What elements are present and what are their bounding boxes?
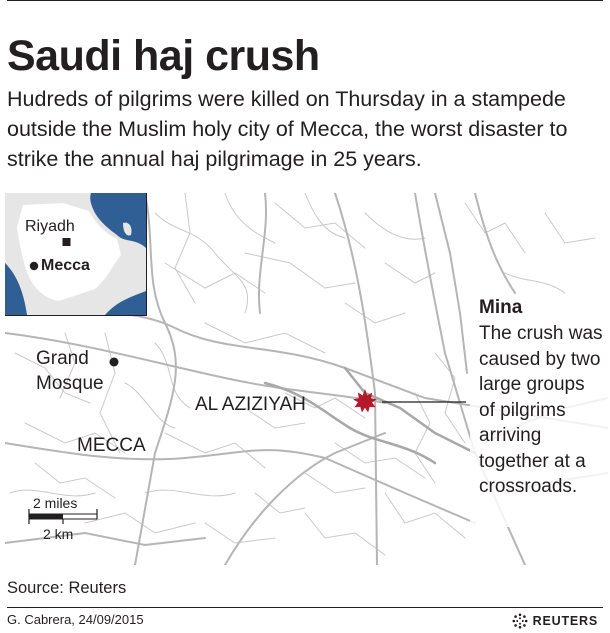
inset-riyadh-label: Riyadh bbox=[25, 218, 75, 235]
page-subtitle: Hudreds of pilgrims were killed on Thursday in a stampede outside the Muslim holy city of Mecca, the worst disaster to strike the annual haj pilgrimage in 25 years. bbox=[7, 87, 568, 171]
grand-mosque-dot-icon bbox=[110, 358, 119, 367]
reuters-dots-icon bbox=[512, 613, 528, 629]
annotation-text: The crush was caused by two large groups of pilgrims arriving together at a crossroads. bbox=[479, 323, 603, 497]
credit-line: G. Cabrera, 24/09/2015 bbox=[7, 612, 144, 627]
page-title: Saudi haj crush bbox=[7, 32, 320, 80]
bottom-rule bbox=[7, 607, 603, 608]
annotation-title: Mina bbox=[479, 297, 523, 318]
map-area bbox=[5, 193, 608, 565]
al-aziziyah-label: AL AZIZIYAH bbox=[195, 394, 306, 415]
grand-mosque-label-line1: Grand bbox=[36, 348, 89, 369]
brand-name: REUTERS bbox=[532, 614, 598, 628]
inset-mecca-label: Mecca bbox=[41, 257, 90, 274]
scale-km-label: 2 km bbox=[43, 526, 74, 542]
inset-map bbox=[5, 193, 147, 316]
scale-miles-label: 2 miles bbox=[33, 495, 78, 511]
inset-mecca-dot-icon bbox=[30, 262, 38, 270]
scale-bar bbox=[29, 509, 97, 524]
brand bbox=[512, 613, 598, 629]
source-note: Source: Reuters bbox=[7, 579, 127, 597]
mecca-city-label: MECCA bbox=[77, 435, 146, 456]
inset-riyadh-square-icon bbox=[63, 238, 71, 246]
top-rule bbox=[7, 0, 603, 1]
grand-mosque-label-line2: Mosque bbox=[36, 373, 104, 394]
starburst-icon bbox=[353, 389, 377, 413]
